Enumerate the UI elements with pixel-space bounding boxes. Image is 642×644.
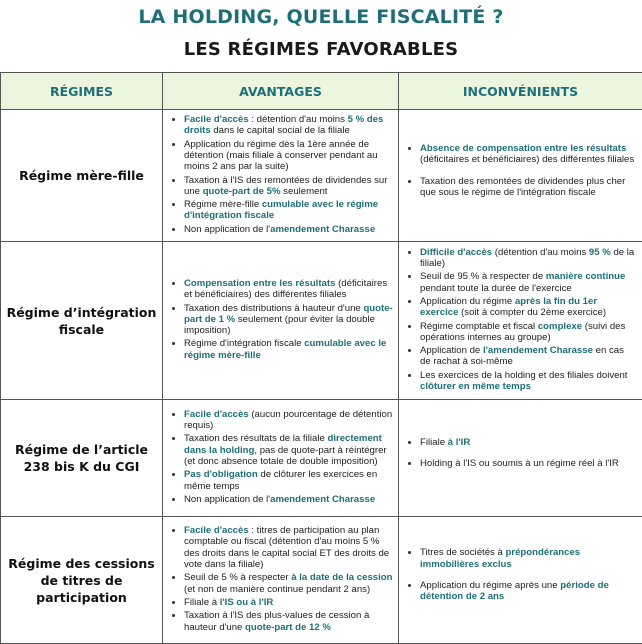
header-block xyxy=(0,0,642,72)
text-segment: (déficitaires et bénéficiaires) des différentes filiales xyxy=(184,277,388,301)
list-item xyxy=(184,525,393,570)
list-item xyxy=(184,278,393,301)
text-segment: Régime d'intégration fiscale xyxy=(184,338,305,350)
highlight-text: amendement Charasse xyxy=(270,223,376,235)
highlight-text: quote-part de 5% xyxy=(202,185,281,197)
table-header-row xyxy=(1,73,642,110)
list-item xyxy=(420,296,637,319)
inconvenients-list xyxy=(400,247,641,393)
list-item xyxy=(420,143,637,166)
text-segment: de clôturer les exercices en même temps xyxy=(184,469,378,492)
highlight-text: Compensation entre les résultats xyxy=(184,277,336,289)
text-segment: (aucun pourcentage de détention requis) xyxy=(184,408,393,432)
text-segment: pendant toute la durée de l'exercice xyxy=(420,282,572,294)
text-segment: Application du régime après une xyxy=(420,580,561,591)
avantages-list xyxy=(164,278,397,361)
text-segment: Taxation des distributions à hauteur d'une xyxy=(184,302,364,314)
highlight-text: Facile d'accès xyxy=(184,408,249,420)
highlight-text: 95 % xyxy=(588,246,611,258)
list-item xyxy=(184,610,393,633)
text-segment: Taxation à l'IS des plus-values de cession à hauteur d'une xyxy=(184,610,370,633)
text-segment: en cas de rachat à soi-même xyxy=(420,345,624,368)
list-item xyxy=(420,176,637,199)
table-row xyxy=(1,110,642,242)
regime-name: Régime d’intégration fiscale xyxy=(1,242,163,400)
highlight-text: à l'IR xyxy=(447,436,471,448)
text-segment: Titres de sociétés à xyxy=(420,547,506,559)
highlight-text: après la fin du 1er exercice xyxy=(420,295,598,319)
inconvenients-list xyxy=(400,547,641,602)
text-segment: Seuil de 95 % à respecter de xyxy=(420,271,546,283)
regime-name: Régime des cessions de titres de participation xyxy=(1,517,163,644)
highlight-text: Absence de compensation entre les résultats xyxy=(420,142,627,154)
list-item xyxy=(420,547,637,570)
highlight-text: clôturer en même temps xyxy=(420,380,531,392)
header-regimes: RÉGIMES xyxy=(1,73,163,110)
highlight-text: manière continue xyxy=(545,271,626,283)
text-segment: Les exercices de la holding et des filiales doivent xyxy=(420,369,628,381)
regime-name: Régime mère-fille xyxy=(1,110,163,242)
avantages-list xyxy=(164,114,397,235)
highlight-text: Pas d'obligation xyxy=(184,469,258,481)
avantages-cell xyxy=(163,242,399,400)
inconvenients-list xyxy=(400,437,641,470)
list-item xyxy=(420,437,637,448)
text-segment: Taxation des résultats de la filiale xyxy=(184,433,328,445)
highlight-text: à la date de la cession xyxy=(291,572,393,584)
avantages-cell xyxy=(163,400,399,517)
list-item xyxy=(184,409,393,432)
highlight-text: cumulable avec le régime mère-fille xyxy=(184,338,387,361)
list-item xyxy=(184,572,393,595)
text-segment: Holding à l'IS ou soumis à un régime réel à l'IR xyxy=(420,458,619,469)
text-segment: (soit à compter du 2ème exercice) xyxy=(458,307,607,319)
list-item xyxy=(184,469,393,492)
inconvenients-cell xyxy=(399,242,642,400)
page-title: LA HOLDING, QUELLE FISCALITÉ ? xyxy=(138,6,504,28)
text-segment: (suivi des opérations internes au groupe) xyxy=(420,320,626,343)
highlight-text: l'IS ou à l'IR xyxy=(219,596,274,608)
list-item xyxy=(420,345,637,368)
table-row xyxy=(1,242,642,400)
text-segment: seulement xyxy=(280,185,328,197)
text-segment: Seuil de 5 % à respecter xyxy=(184,572,292,584)
highlight-text: Facile d'accès xyxy=(184,114,249,126)
text-segment: Taxation des remontées de dividendes plus cher que sous le régime de l'intégration fiscale xyxy=(420,175,626,198)
list-item xyxy=(420,271,637,294)
header-inconvenients: INCONVÉNIENTS xyxy=(399,73,642,110)
list-item xyxy=(184,338,393,361)
list-item xyxy=(184,224,393,235)
highlight-text: cumulable avec le régime d'intégration fiscale xyxy=(184,199,379,222)
list-item xyxy=(184,494,393,505)
inconvenients-cell xyxy=(399,517,642,644)
list-item xyxy=(184,433,393,467)
highlight-text: 5 % des droits xyxy=(184,114,384,137)
list-item xyxy=(420,370,637,393)
text-segment: Taxation à l'IS des remontées de dividendes sur une xyxy=(184,174,388,197)
regimes-table xyxy=(0,72,642,644)
text-segment: (et non de manière continue pendant 2 ans) xyxy=(184,583,371,595)
page-subtitle: LES RÉGIMES FAVORABLES xyxy=(183,39,459,60)
text-segment: Régime comptable et fiscal xyxy=(420,320,538,332)
inconvenients-cell xyxy=(399,400,642,517)
list-item xyxy=(184,139,393,173)
text-segment: : détention d'au moins xyxy=(248,114,348,126)
regime-name: Régime de l’article 238 bis K du CGI xyxy=(1,400,163,517)
text-segment: de la filiale) xyxy=(420,246,635,270)
table-row xyxy=(1,517,642,644)
text-segment: Application de xyxy=(420,345,483,357)
text-segment: , pas de quote-part à réintégrer (et donc absence totale de double imposition) xyxy=(184,444,387,467)
text-segment: Filiale à xyxy=(184,596,220,608)
highlight-text: amendement Charasse xyxy=(270,493,376,505)
highlight-text: quote-part de 12 % xyxy=(245,621,331,633)
highlight-text: prépondérances immobilières exclus xyxy=(420,547,581,570)
text-segment: Non application de l' xyxy=(184,223,271,235)
text-segment: Application du régime xyxy=(420,295,515,307)
list-item xyxy=(420,321,637,344)
text-segment: Non application de l' xyxy=(184,493,271,505)
text-segment: : titres de participation au plan comptable ou fiscal (détention d'au moins 5 % des droits dans le capital social ET des droits de vote dans la filiale) xyxy=(184,525,390,571)
avantages-list xyxy=(164,525,397,633)
table-row xyxy=(1,400,642,517)
list-item xyxy=(184,303,393,337)
list-item xyxy=(184,597,393,608)
highlight-text: Facile d'accès xyxy=(184,525,249,537)
text-segment: dans le capital social de la filiale xyxy=(210,125,350,137)
inconvenients-list xyxy=(400,143,641,198)
highlight-text: directement dans la holding xyxy=(184,433,382,456)
highlight-text: Difficile d'accès xyxy=(420,246,493,258)
text-segment: Application du régime dès la 1ère année de détention (mais filiale à conserver pendant au moins 2 ans par la suite) xyxy=(184,138,378,173)
list-item xyxy=(184,175,393,198)
text-segment: Filiale xyxy=(420,436,448,448)
list-item xyxy=(420,247,637,270)
text-segment: seulement (pour éviter la double imposition) xyxy=(184,313,375,337)
highlight-text: l'amendement Charasse xyxy=(482,345,593,357)
inconvenients-cell xyxy=(399,110,642,242)
list-item xyxy=(420,458,637,469)
header-avantages: AVANTAGES xyxy=(163,73,399,110)
avantages-cell xyxy=(163,517,399,644)
text-segment: Régime mère-fille xyxy=(184,199,262,211)
avantages-cell xyxy=(163,110,399,242)
avantages-list xyxy=(164,409,397,505)
highlight-text: complexe xyxy=(537,320,583,332)
text-segment: (détention d'au moins xyxy=(492,246,589,258)
text-segment: (déficitaires et bénéficiaires) des différentes filiales xyxy=(420,154,635,166)
list-item xyxy=(184,114,393,137)
highlight-text: quote-part de 1 % xyxy=(184,302,393,325)
list-item xyxy=(420,580,637,603)
list-item xyxy=(184,199,393,222)
highlight-text: période de détention de 2 ans xyxy=(420,580,609,603)
